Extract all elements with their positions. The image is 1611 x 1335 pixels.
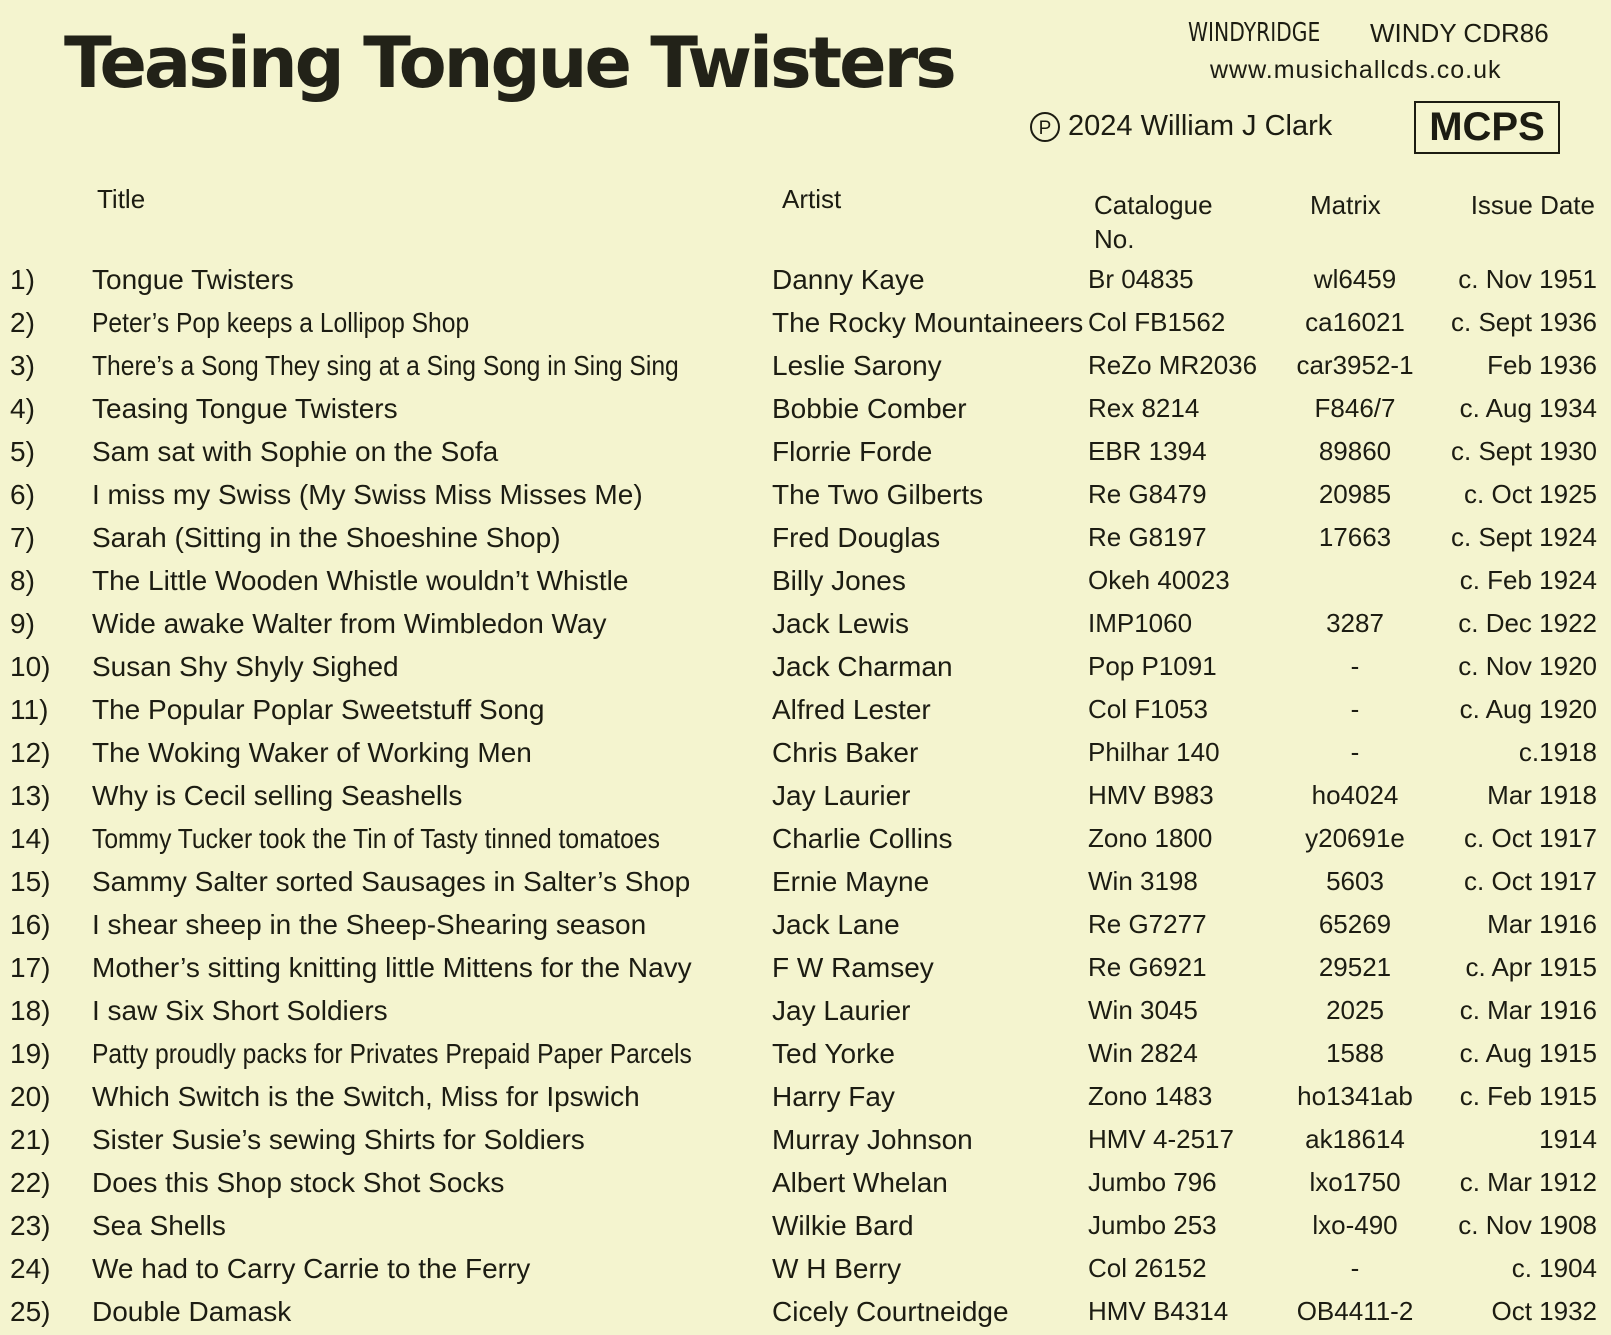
- track-issue-date: c. Feb 1924: [1459, 565, 1597, 595]
- track-title: Does this Shop stock Shot Socks: [92, 1167, 505, 1198]
- track-matrix: 3287: [1326, 608, 1384, 638]
- album-catalogue-number: WINDY CDR86: [1370, 18, 1549, 48]
- track-matrix: 89860: [1318, 436, 1392, 466]
- track-catalogue: ReZo MR2036: [1088, 350, 1258, 380]
- track-row: [0, 733, 1611, 776]
- track-row: [0, 1120, 1611, 1163]
- track-row: [0, 948, 1611, 991]
- track-issue-date: Feb 1936: [1487, 350, 1597, 380]
- track-row: [0, 647, 1611, 690]
- track-issue-date: c. Oct 1917: [1464, 823, 1597, 853]
- track-catalogue: Col F1053: [1088, 694, 1208, 724]
- track-issue-date: c. Apr 1915: [1465, 952, 1597, 982]
- track-artist: Leslie Sarony: [772, 350, 942, 381]
- track-row: [0, 776, 1611, 819]
- track-title: Susan Shy Shyly Sighed: [92, 651, 399, 682]
- track-row: [0, 346, 1611, 389]
- track-artist: Murray Johnson: [772, 1124, 973, 1155]
- track-row: [0, 690, 1611, 733]
- track-matrix: 65269: [1318, 909, 1392, 939]
- track-matrix: ho1341ab: [1297, 1081, 1413, 1111]
- track-artist: W H Berry: [772, 1253, 902, 1284]
- track-catalogue: Win 3198: [1088, 866, 1198, 896]
- track-artist: Ted Yorke: [772, 1038, 895, 1069]
- track-number: 19): [10, 1038, 51, 1069]
- track-title: We had to Carry Carrie to the Ferry: [92, 1253, 531, 1284]
- track-artist: Jack Lane: [772, 909, 900, 940]
- track-issue-date: c. Dec 1922: [1458, 608, 1597, 638]
- track-catalogue: IMP1060: [1088, 608, 1193, 638]
- track-matrix: lxo1750: [1309, 1167, 1401, 1197]
- track-issue-date: c. Nov 1908: [1458, 1210, 1597, 1240]
- track-number: 5): [10, 436, 35, 467]
- track-number: 17): [10, 952, 51, 983]
- track-matrix: ca16021: [1305, 307, 1405, 337]
- track-issue-date: c. Nov 1920: [1458, 651, 1597, 681]
- track-matrix: -: [1350, 737, 1360, 767]
- track-artist: Jay Laurier: [772, 995, 911, 1026]
- track-artist: Florrie Forde: [772, 436, 933, 467]
- column-header-artist: Artist: [782, 184, 842, 214]
- track-matrix: car3952-1: [1296, 350, 1414, 380]
- track-number: 24): [10, 1253, 51, 1284]
- column-header-catalogue-no: No.: [1094, 224, 1135, 254]
- track-number: 18): [10, 995, 51, 1026]
- track-artist: Jack Lewis: [772, 608, 909, 639]
- track-artist: Jay Laurier: [772, 780, 911, 811]
- track-row: [0, 518, 1611, 561]
- record-label: WINDYRIDGE: [1188, 18, 1321, 48]
- track-number: 8): [10, 565, 35, 596]
- track-issue-date: c.1918: [1518, 737, 1597, 767]
- track-catalogue: Win 3045: [1088, 995, 1198, 1025]
- track-title: Peter’s Pop keeps a Lollipop Shop: [92, 307, 470, 338]
- track-row: [0, 303, 1611, 346]
- track-catalogue: Col FB1562: [1088, 307, 1226, 337]
- track-number: 3): [10, 350, 35, 381]
- track-issue-date: c. Nov 1951: [1458, 264, 1597, 294]
- track-row: [0, 1077, 1611, 1120]
- track-row: [0, 1034, 1611, 1077]
- track-artist: Bobbie Comber: [772, 393, 967, 424]
- track-catalogue: Jumbo 796: [1088, 1167, 1217, 1197]
- track-row: [0, 1163, 1611, 1206]
- track-catalogue: Okeh 40023: [1088, 565, 1230, 595]
- track-title: Patty proudly packs for Privates Prepaid Paper Parcels: [92, 1038, 692, 1069]
- track-catalogue: Rex 8214: [1088, 393, 1200, 423]
- track-row: [0, 389, 1611, 432]
- track-artist: The Two Gilberts: [772, 479, 984, 510]
- track-artist: Harry Fay: [772, 1081, 895, 1112]
- track-artist: Chris Baker: [772, 737, 919, 768]
- track-issue-date: c. Mar 1912: [1459, 1167, 1597, 1197]
- track-row: [0, 991, 1611, 1034]
- column-header-matrix: Matrix: [1310, 190, 1381, 220]
- track-row: [0, 905, 1611, 948]
- track-artist: Wilkie Bard: [772, 1210, 914, 1241]
- track-issue-date: c. Aug 1915: [1459, 1038, 1597, 1068]
- track-matrix: 1588: [1326, 1038, 1384, 1068]
- track-row: [0, 561, 1611, 604]
- track-title: The Woking Waker of Working Men: [92, 737, 532, 768]
- track-issue-date: c. Sept 1924: [1451, 522, 1597, 552]
- website-url: www.musichallcds.co.uk: [1210, 56, 1502, 84]
- track-number: 7): [10, 522, 35, 553]
- track-number: 16): [10, 909, 51, 940]
- track-issue-date: c. Oct 1917: [1464, 866, 1597, 896]
- track-catalogue: Philhar 140: [1088, 737, 1220, 767]
- track-number: 20): [10, 1081, 51, 1112]
- track-title: Tommy Tucker took the Tin of Tasty tinned tomatoes: [92, 823, 660, 854]
- track-title: Which Switch is the Switch, Miss for Ipswich: [92, 1081, 640, 1112]
- track-artist: Danny Kaye: [772, 264, 925, 295]
- track-catalogue: Re G6921: [1088, 952, 1207, 982]
- track-artist: Alfred Lester: [772, 694, 931, 725]
- track-issue-date: c. Feb 1915: [1459, 1081, 1597, 1111]
- track-title: Mother’s sitting knitting little Mittens for the Navy: [92, 952, 692, 983]
- track-issue-date: c. Sept 1936: [1451, 307, 1597, 337]
- track-title: I saw Six Short Soldiers: [92, 995, 388, 1026]
- track-row: [0, 432, 1611, 475]
- track-row: [0, 1206, 1611, 1249]
- track-matrix: 20985: [1318, 479, 1392, 509]
- track-catalogue: HMV B983: [1088, 780, 1214, 810]
- track-issue-date: c. Aug 1934: [1459, 393, 1597, 423]
- track-issue-date: Oct 1932: [1491, 1296, 1597, 1326]
- track-matrix: 2025: [1326, 995, 1384, 1025]
- track-catalogue: HMV B4314: [1088, 1296, 1229, 1326]
- track-issue-date: Mar 1916: [1487, 909, 1597, 939]
- track-matrix: lxo-490: [1312, 1210, 1398, 1240]
- track-issue-date: Mar 1918: [1487, 780, 1597, 810]
- track-catalogue: Pop P1091: [1088, 651, 1217, 681]
- phonogram-copyright-icon: P: [1030, 112, 1060, 142]
- track-issue-date: c. Sept 1930: [1451, 436, 1597, 466]
- track-catalogue: Win 2824: [1088, 1038, 1198, 1068]
- track-number: 10): [10, 651, 51, 682]
- column-header-catalogue: Catalogue: [1094, 190, 1213, 220]
- album-title: Teasing Tongue Twisters: [64, 22, 954, 104]
- track-row: [0, 604, 1611, 647]
- track-number: 15): [10, 866, 51, 897]
- track-artist: Charlie Collins: [772, 823, 953, 854]
- track-catalogue: Br 04835: [1088, 264, 1194, 294]
- track-catalogue: Col 26152: [1088, 1253, 1207, 1283]
- track-title: The Popular Poplar Sweetstuff Song: [92, 694, 545, 725]
- track-catalogue: Re G8479: [1088, 479, 1207, 509]
- track-catalogue: EBR 1394: [1088, 436, 1207, 466]
- track-title: Sea Shells: [92, 1210, 226, 1241]
- track-artist: Billy Jones: [772, 565, 906, 596]
- track-matrix: OB4411-2: [1296, 1296, 1414, 1326]
- track-issue-date: c. Mar 1916: [1459, 995, 1597, 1025]
- track-title: Double Damask: [92, 1296, 292, 1327]
- track-title: There’s a Song They sing at a Sing Song in Sing Sing: [92, 350, 679, 381]
- track-number: 6): [10, 479, 35, 510]
- track-matrix: 5603: [1326, 866, 1384, 896]
- track-matrix: F846/7: [1314, 393, 1396, 423]
- track-artist: Jack Charman: [772, 651, 953, 682]
- copyright-text: 2024 William J Clark: [1068, 110, 1333, 142]
- track-title: Sister Susie’s sewing Shirts for Soldiers: [92, 1124, 585, 1155]
- track-catalogue: Re G8197: [1088, 522, 1207, 552]
- track-number: 12): [10, 737, 51, 768]
- track-number: 1): [10, 264, 35, 295]
- track-catalogue: Jumbo 253: [1088, 1210, 1217, 1240]
- track-issue-date: 1914: [1539, 1124, 1597, 1154]
- copyright-notice: [1030, 110, 1332, 143]
- track-issue-date: c. 1904: [1511, 1253, 1597, 1283]
- track-matrix: ho4024: [1311, 780, 1399, 810]
- track-row: [0, 862, 1611, 905]
- track-number: 9): [10, 608, 35, 639]
- track-artist: Ernie Mayne: [772, 866, 930, 897]
- track-matrix: -: [1350, 651, 1360, 681]
- track-row: [0, 260, 1611, 303]
- track-title: I shear sheep in the Sheep-Shearing season: [92, 909, 647, 940]
- track-number: 11): [10, 694, 49, 725]
- track-row: [0, 819, 1611, 862]
- track-title: I miss my Swiss (My Swiss Miss Misses Me): [92, 479, 643, 510]
- track-catalogue: Zono 1800: [1088, 823, 1213, 853]
- track-matrix: 29521: [1318, 952, 1392, 982]
- track-matrix: ak18614: [1305, 1124, 1405, 1154]
- track-row: [0, 1249, 1611, 1292]
- track-number: 22): [10, 1167, 51, 1198]
- track-matrix: -: [1350, 694, 1360, 724]
- track-catalogue: HMV 4-2517: [1088, 1124, 1234, 1154]
- track-row: [0, 475, 1611, 518]
- track-number: 2): [10, 307, 35, 338]
- track-title: Wide awake Walter from Wimbledon Way: [92, 608, 607, 639]
- track-title: Sammy Salter sorted Sausages in Salter’s Shop: [92, 866, 691, 897]
- track-title: The Little Wooden Whistle wouldn’t Whistle: [92, 565, 629, 596]
- column-header-title: Title: [97, 184, 146, 214]
- track-number: 21): [10, 1124, 51, 1155]
- track-issue-date: c. Oct 1925: [1464, 479, 1597, 509]
- track-list: [0, 260, 1611, 1335]
- track-matrix: y20691e: [1305, 823, 1405, 853]
- track-number: 14): [10, 823, 51, 854]
- track-artist: F W Ramsey: [772, 952, 934, 983]
- track-issue-date: c. Aug 1920: [1459, 694, 1597, 724]
- track-number: 4): [10, 393, 35, 424]
- track-matrix: 17663: [1318, 522, 1392, 552]
- track-artist: The Rocky Mountaineers: [772, 307, 1084, 338]
- track-title: Sarah (Sitting in the Shoeshine Shop): [92, 522, 561, 553]
- column-header-issue-date: Issue Date: [1470, 190, 1595, 220]
- track-catalogue: Zono 1483: [1088, 1081, 1213, 1111]
- track-matrix: -: [1350, 1253, 1360, 1283]
- track-artist: Albert Whelan: [772, 1167, 948, 1198]
- track-number: 23): [10, 1210, 51, 1241]
- track-title: Sam sat with Sophie on the Sofa: [92, 436, 499, 467]
- track-matrix: wl6459: [1313, 264, 1397, 294]
- track-title: Why is Cecil selling Seashells: [92, 780, 463, 811]
- track-catalogue: Re G7277: [1088, 909, 1207, 939]
- mcps-badge: MCPS: [1414, 101, 1560, 154]
- track-title: Tongue Twisters: [92, 264, 294, 295]
- track-title: Teasing Tongue Twisters: [92, 393, 398, 424]
- track-artist: Cicely Courtneidge: [772, 1296, 1009, 1327]
- track-artist: Fred Douglas: [772, 522, 941, 553]
- track-row: [0, 1292, 1611, 1335]
- track-number: 25): [10, 1296, 51, 1327]
- track-number: 13): [10, 780, 51, 811]
